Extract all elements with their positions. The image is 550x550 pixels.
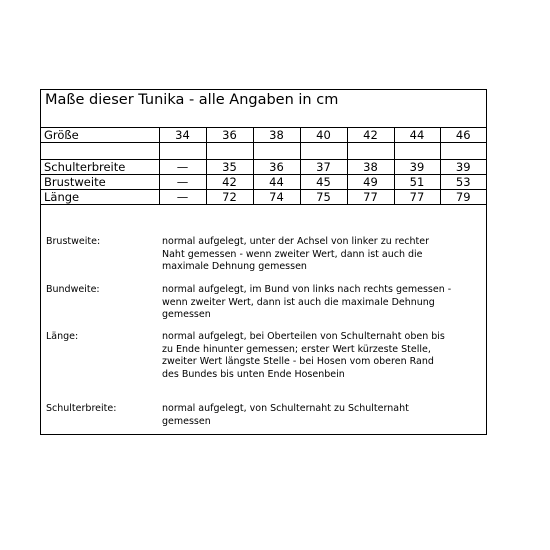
table-row-schulterbreite: [41, 160, 486, 175]
table-cell: 35: [206, 160, 253, 175]
table-cell: 51: [394, 175, 440, 190]
table-cell: —: [159, 160, 206, 175]
size-header-label: Größe: [41, 128, 159, 143]
definition-text: [162, 403, 492, 428]
table-cell: 39: [440, 160, 486, 175]
definition-line: Naht gemessen - wenn zweiter Wert, dann ist auch die: [162, 248, 423, 260]
table-row-laenge: [41, 190, 486, 205]
table-cell: 37: [300, 160, 347, 175]
size-chart-frame: [40, 89, 487, 435]
empty-cell: [300, 143, 347, 160]
table-cell: 39: [394, 160, 440, 175]
empty-cell: [159, 143, 206, 160]
empty-cell: [253, 143, 300, 160]
chart-title: Maße dieser Tunika - alle Angaben in cm: [45, 92, 339, 108]
empty-cell: [394, 143, 440, 160]
definition-text: [162, 236, 492, 274]
size-header-cell: 38: [253, 128, 300, 143]
table-cell: —: [159, 190, 206, 205]
table-cell: 72: [206, 190, 253, 205]
size-header-cell: 44: [394, 128, 440, 143]
definition-line: normal aufgelegt, bei Oberteilen von Schulternaht oben bis: [162, 331, 445, 342]
size-header-cell: 46: [440, 128, 486, 143]
empty-cell: [41, 143, 159, 160]
empty-cell: [347, 143, 394, 160]
empty-cell: [440, 143, 486, 160]
row-label: Brustweite: [41, 175, 159, 190]
table-cell: 38: [347, 160, 394, 175]
table-cell: 75: [300, 190, 347, 205]
definition-line: normal aufgelegt, unter der Achsel von linker zu rechter: [162, 236, 430, 247]
table-cell: 45: [300, 175, 347, 190]
definition-line: wenn zweiter Wert, dann ist auch die maximale Dehnung: [162, 296, 435, 308]
size-header-cell: 36: [206, 128, 253, 143]
definition-text: [162, 284, 492, 322]
table-cell: 42: [206, 175, 253, 190]
definition-line: gemessen: [162, 415, 211, 427]
definition-text: [162, 331, 492, 381]
definition-term: Schulterbreite:: [46, 403, 117, 414]
table-cell: 53: [440, 175, 486, 190]
size-header-cell: 40: [300, 128, 347, 143]
definition-line: zweiter Wert längste Stelle - bei Hosen vom oberen Rand: [162, 356, 434, 368]
table-header-row: [41, 128, 486, 143]
definition-line: maximale Dehnung gemessen: [162, 261, 307, 273]
row-label: Schulterbreite: [41, 160, 159, 175]
table-spacer-row: [41, 143, 486, 160]
definition-line: zu Ende hinunter gemessen; erster Wert kürzeste Stelle,: [162, 343, 431, 355]
table-cell: 36: [253, 160, 300, 175]
definition-line: des Bundes bis unten Ende Hosenbein: [162, 368, 345, 380]
definition-term: Bundweite:: [46, 284, 100, 295]
size-header-cell: 34: [159, 128, 206, 143]
table-cell: 49: [347, 175, 394, 190]
table-cell: 77: [394, 190, 440, 205]
table-cell: 74: [253, 190, 300, 205]
table-cell: —: [159, 175, 206, 190]
table-cell: 77: [347, 190, 394, 205]
table-cell: 44: [253, 175, 300, 190]
row-label: Länge: [41, 190, 159, 205]
empty-cell: [206, 143, 253, 160]
table-cell: 79: [440, 190, 486, 205]
definition-line: gemessen: [162, 309, 211, 321]
definition-line: normal aufgelegt, von Schulternaht zu Schulternaht: [162, 403, 409, 414]
size-header-cell: 42: [347, 128, 394, 143]
definition-term: Brustweite:: [46, 236, 101, 247]
table-row-brustweite: [41, 175, 486, 190]
definition-term: Länge:: [46, 331, 79, 342]
definition-line: normal aufgelegt, im Bund von links nach rechts gemessen -: [162, 284, 452, 295]
size-table: [41, 127, 486, 205]
